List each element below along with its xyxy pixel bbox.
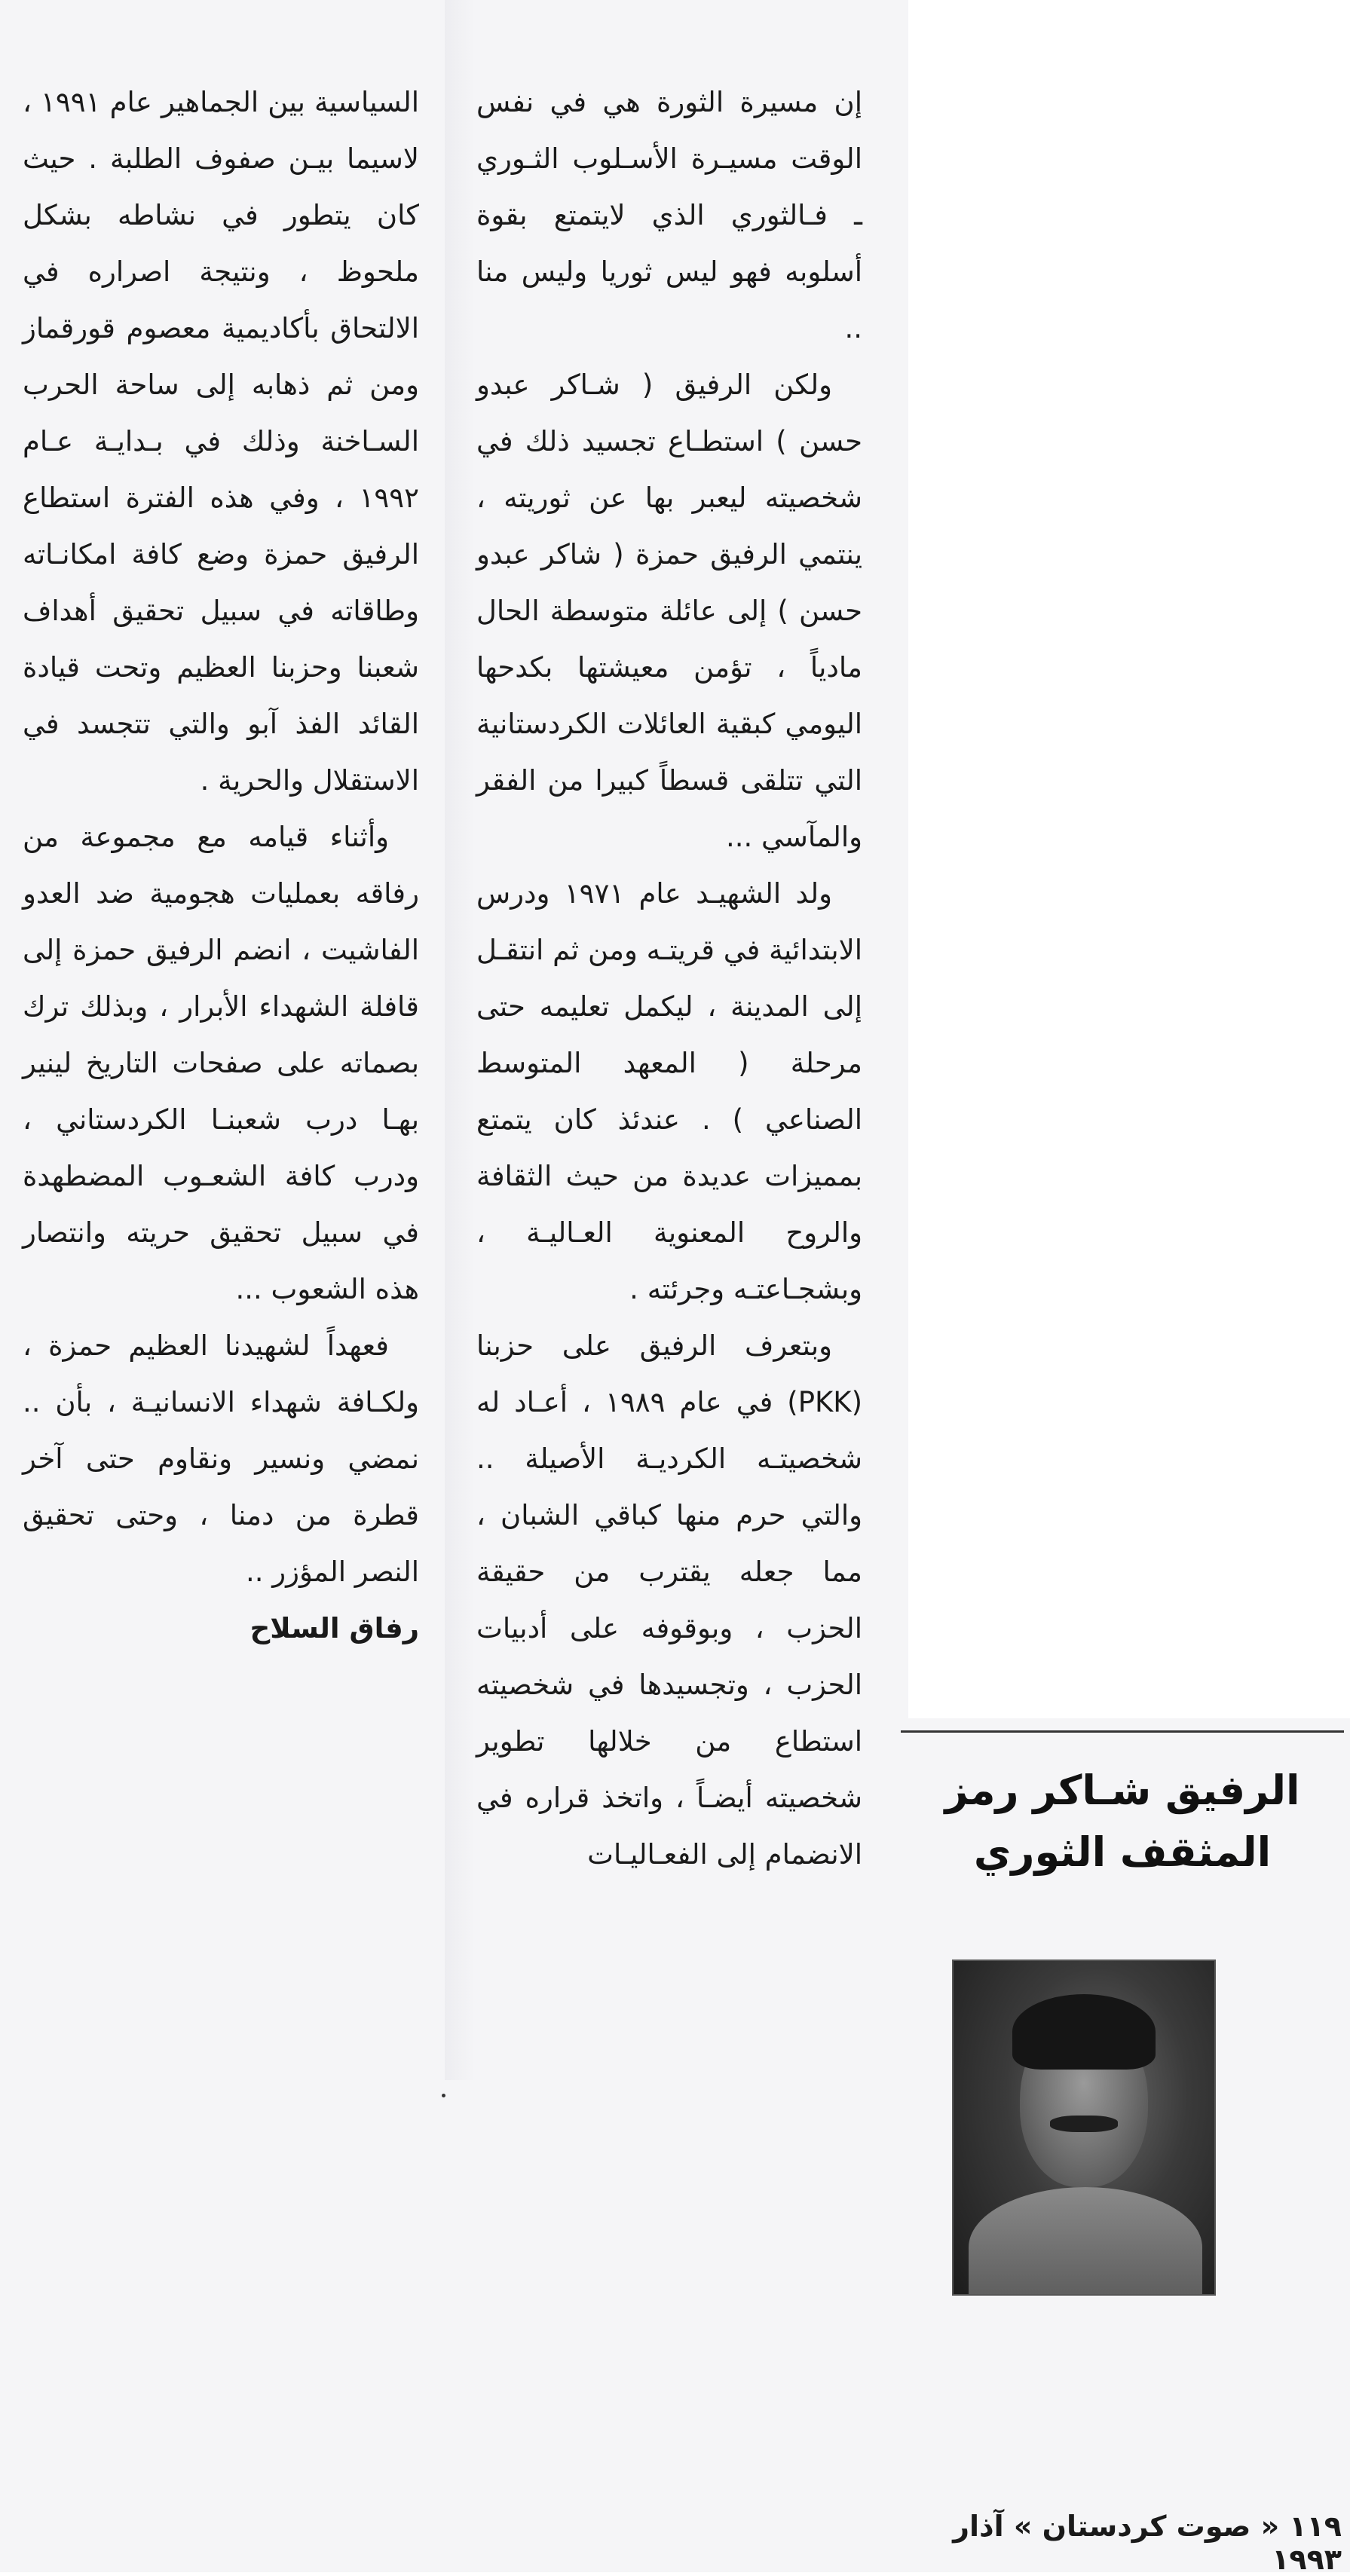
- article-title-box: [901, 1730, 1344, 1883]
- paragraph: ولد الشهيـد عام ١٩٧١ ودرس الابتدائية في قريتـه ومن ثم انتقـل إلى المدينة ، ليكمل تعليمه حتى مرحلة ( المعهد المتوسط الصناعي ) . عندئذ كان يتمتع بمميزات عديدة من حيث الثقافة والروح المعنوية العـاليـة ، وبشجـاعتـه وجرئته .: [476, 877, 862, 1305]
- scan-edge: [445, 0, 475, 2080]
- page-footer: ١١٩ « صوت كردستان » آذار ١٩٩٣: [953, 2510, 1342, 2576]
- paragraph: السياسية بين الجماهير عام ١٩٩١ ، لاسيما بيـن صفوف الطلبة . حيث كان يتطور في نشاطه بشكل ملحوظ ، ونتيجة اصراره في الالتحاق بأكاديمية معصوم قورقماز ومن ثم ذهابه إلى ساحة الحرب السـاخنة وذلك في بـدايـة عـام ١٩٩٢ ، وفي هذه الفترة استطاع الرفيق حمزة وضع كافة امكانـاته وطاقاته في سبيل تحقيق أهداف شعبنا وحزبنا العظيم وتحت قيادة القائد الفذ آبو والتي تتجسد في الاستقلال والحرية .: [23, 86, 419, 797]
- paragraph: إن مسيرة الثورة هي في نفس الوقت مسيـرة الأسـلوب الثـوري ـ فـالثوري الذي لايتمتع بقوة أسلوبه فهو ليس ثوريا وليس منا ..: [476, 86, 862, 344]
- paragraph: فعهداً لشهيدنا العظيم حمزة ، ولكـافة شهداء الانسانيـة ، بأن .. نمضي ونسير ونقاوم حتى آخر قطرة من دمنا ، وحتى تحقيق النصر المؤزر ..: [23, 1329, 419, 1588]
- signature: رفاق السلاح: [249, 1612, 419, 1644]
- photo-mustache: [1050, 2116, 1118, 2132]
- ink-dot: [442, 2094, 445, 2097]
- middle-column: [476, 74, 862, 1883]
- article-title: الرفيق شـاكر رمز المثقف الثوري: [944, 1767, 1300, 1876]
- paragraph: وبتعرف الرفيق على حزبنا (PKK) في عام ١٩٨٩ ، أعـاد له شخصيتـه الكرديـة الأصيلة .. والتي حرم منها كباقي الشبان ، مما جعله يقترب من حقيقة الحزب ، وبوقوفه على أدبيات الحزب ، وتجسيدها في شخصيته استطاع من خلالها تطوير شخصيته أيضـاً ، واتخذ قراره في الانضمام إلى الفعـاليـات: [476, 1329, 862, 1871]
- photo-hair: [1012, 1994, 1156, 2070]
- left-column: [23, 74, 419, 1657]
- paragraph: وأثناء قيامه مع مجموعة من رفاقه بعمليات هجومية ضد العدو الفاشيت ، انضم الرفيق حمزة إلى قافلة الشهداء الأبرار ، وبذلك ترك بصماته على صفحات التاريخ لينير بهـا درب شعبنـا الكردستاني ، ودرب كافة الشعـوب المضطهدة في سبيل تحقيق حريته وانتصار هذه الشعوب ...: [23, 821, 419, 1305]
- blank-margin: [908, 0, 1350, 1718]
- photo-shirt: [969, 2187, 1202, 2296]
- paragraph: ولكن الرفيق ( شـاكر عبدو حسن ) استطـاع تجسيد ذلك في شخصيته ليعبر بها عن ثوريته ، ينتمي الرفيق حمزة ( شاكر عبدو حسن ) إلى عائلة متوسطة الحال مادياً ، تؤمن معيشتها بكدحها اليومي كبقية العائلات الكردستانية التي تتلقى قسطاً كبيرا من الفقر والمآسي ...: [476, 369, 862, 853]
- portrait-photo: [952, 1960, 1216, 2296]
